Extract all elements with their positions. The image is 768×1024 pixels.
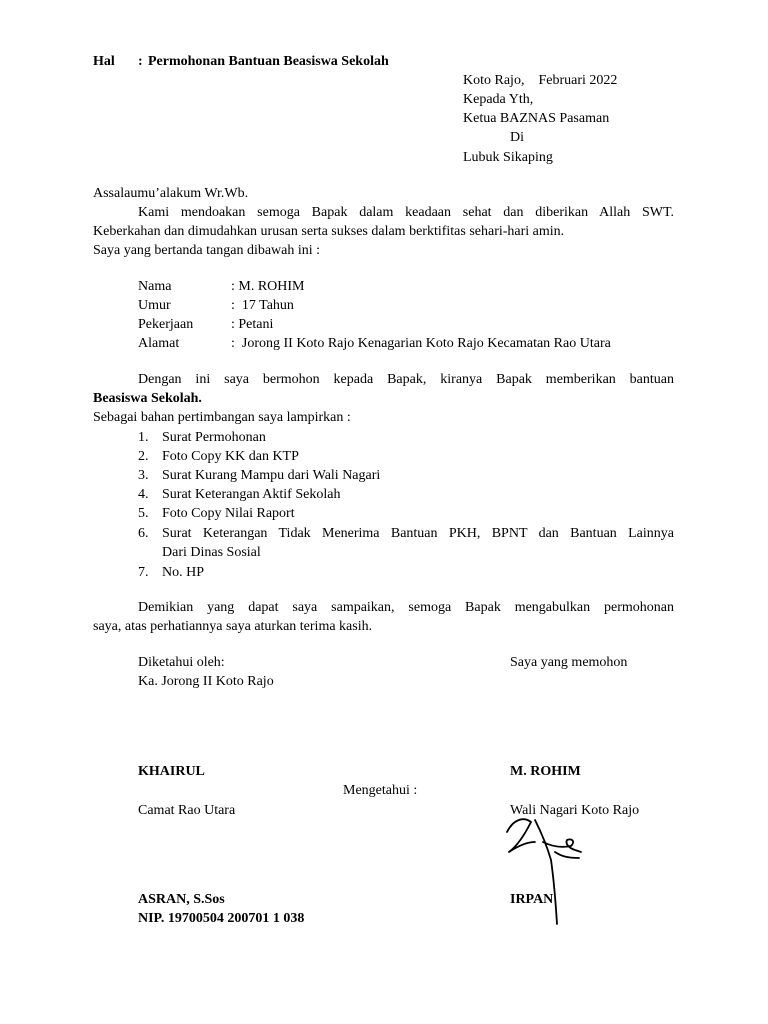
attachment-text: Surat Kurang Mampu dari Wali Nagari bbox=[162, 468, 381, 483]
attachment-text: Foto Copy Nilai Raport bbox=[162, 506, 295, 521]
camat-nip: NIP. 19700504 200701 1 038 bbox=[138, 911, 305, 926]
identity-label: Nama bbox=[138, 279, 172, 294]
attachment-item bbox=[138, 447, 674, 466]
attachment-number: 6. bbox=[138, 526, 149, 541]
camat-role: Camat Rao Utara bbox=[138, 803, 236, 818]
identity-value: : 17 Tahun bbox=[231, 298, 294, 313]
opening-line-3: Saya yang bertanda tangan dibawah ini : bbox=[93, 243, 321, 258]
recipient-line-3: Di bbox=[510, 130, 524, 145]
handwritten-signature bbox=[495, 812, 595, 930]
recipient-line-1: Kepada Yth, bbox=[463, 92, 534, 107]
attachment-number: 7. bbox=[138, 565, 149, 580]
greeting: Assalaumu’alakum Wr.Wb. bbox=[93, 186, 249, 201]
attachment-item bbox=[138, 428, 674, 447]
opening-line-2: Keberkahan dan dimudahkan urusan serta sukses dalam berktifitas sehari-hari amin. bbox=[93, 224, 565, 239]
known-by-name: KHAIRUL bbox=[138, 764, 205, 779]
attachment-item bbox=[138, 485, 674, 504]
applicant-name: M. ROHIM bbox=[510, 764, 581, 779]
attachment-text: Foto Copy KK dan KTP bbox=[162, 449, 299, 464]
acknowledged-label: Mengetahui : bbox=[343, 783, 418, 798]
attachment-number: 2. bbox=[138, 449, 149, 464]
opening-line-1: Kami mendoakan semoga Bapak dalam keadaan sehat dan diberikan Allah SWT. bbox=[138, 205, 674, 220]
identity-row-name bbox=[138, 277, 305, 296]
identity-row-address bbox=[138, 334, 611, 353]
identity-value: : M. ROHIM bbox=[231, 279, 305, 294]
attachment-text: Surat Keterangan Tidak Menerima Bantuan PKH, BPNT dan Bantuan Lainnya bbox=[162, 526, 674, 541]
known-by-label: Diketahui oleh: bbox=[138, 655, 225, 670]
request-line-2: Beasiswa Sekolah. bbox=[93, 391, 202, 406]
attachment-item bbox=[138, 563, 674, 582]
applicant-label: Saya yang memohon bbox=[510, 655, 628, 670]
attachment-text: Surat Keterangan Aktif Sekolah bbox=[162, 487, 341, 502]
recipient-line-2: Ketua BAZNAS Pasaman bbox=[463, 111, 610, 126]
request-line-1: Dengan ini saya bermohon kepada Bapak, kiranya Bapak memberikan bantuan bbox=[138, 372, 674, 387]
recipient-line-4: Lubuk Sikaping bbox=[463, 150, 553, 165]
identity-value: : Petani bbox=[231, 317, 274, 332]
attachment-number: 4. bbox=[138, 487, 149, 502]
closing-line-2: saya, atas perhatiannya saya aturkan terima kasih. bbox=[93, 619, 373, 634]
identity-value: : Jorong II Koto Rajo Kenagarian Koto Rajo Kecamatan Rao Utara bbox=[231, 336, 611, 351]
subject-separator: : bbox=[138, 54, 143, 69]
identity-label: Alamat bbox=[138, 336, 180, 351]
attachment-item bbox=[138, 524, 674, 562]
camat-name: ASRAN, S.Sos bbox=[138, 892, 225, 907]
attachment-number: 3. bbox=[138, 468, 149, 483]
attachment-text-continued: Dari Dinas Sosial bbox=[162, 545, 261, 560]
attachment-item bbox=[138, 466, 674, 485]
request-line-3: Sebagai bahan pertimbangan saya lampirkan : bbox=[93, 410, 351, 425]
attachment-number: 5. bbox=[138, 506, 149, 521]
wali-role: Wali Nagari Koto Rajo bbox=[510, 803, 640, 818]
subject-text: Permohonan Bantuan Beasiswa Sekolah bbox=[148, 54, 389, 69]
attachment-text: Surat Permohonan bbox=[162, 430, 266, 445]
identity-row-occupation bbox=[138, 315, 273, 334]
subject-label: Hal bbox=[93, 54, 115, 69]
place-date: Koto Rajo, Februari 2022 bbox=[463, 73, 618, 88]
identity-label: Umur bbox=[138, 298, 171, 313]
attachment-item bbox=[138, 504, 674, 523]
known-by-role: Ka. Jorong II Koto Rajo bbox=[138, 674, 274, 689]
identity-row-age bbox=[138, 296, 294, 315]
closing-line-1: Demikian yang dapat saya sampaikan, semoga Bapak mengabulkan permohonan bbox=[138, 600, 674, 615]
identity-label: Pekerjaan bbox=[138, 317, 194, 332]
wali-name: IRPAN bbox=[510, 892, 554, 907]
attachment-text: No. HP bbox=[162, 565, 205, 580]
attachment-number: 1. bbox=[138, 430, 149, 445]
